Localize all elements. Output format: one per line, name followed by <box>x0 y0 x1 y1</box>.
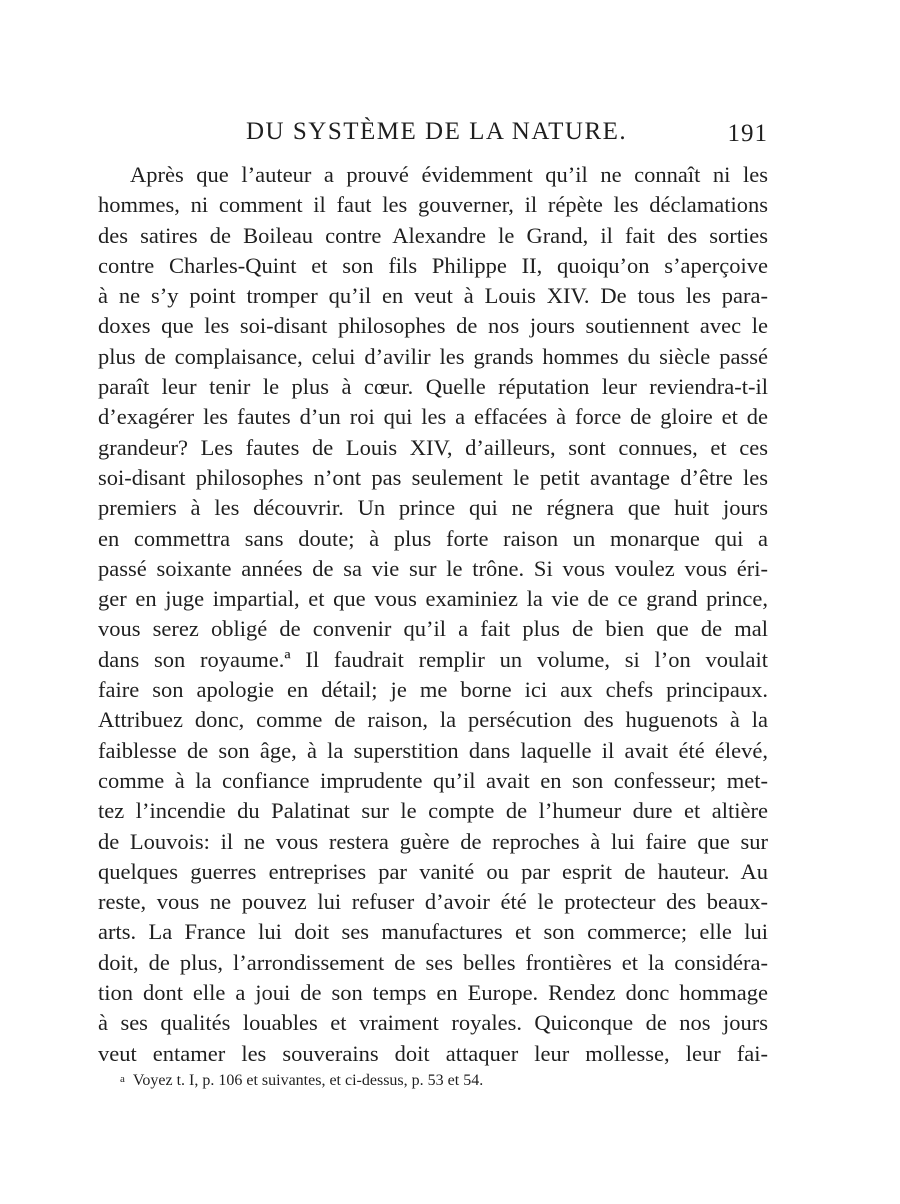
text-line: tez l’incendie du Palatinat sur le compte de l’humeur dure et altière <box>98 798 768 824</box>
text-line: d’exagérer les fautes d’un roi qui les a effacées à force de gloire et de <box>98 404 768 430</box>
text-line: en commettra sans doute; à plus forte raison un monarque qui a <box>98 525 768 551</box>
footnote <box>120 1072 483 1090</box>
text-line: ger en juge impartial, et que vous examiniez la vie de ce grand prince, <box>98 586 768 612</box>
footnote-text: Voyez t. I, p. 106 et suivantes, et ci-dessus, p. 53 et 54. <box>132 1072 484 1089</box>
text-line: hommes, ni comment il faut les gouverner, il répète les déclamations <box>98 192 768 218</box>
page-number: 191 <box>727 120 768 147</box>
text-line: soi-disant philosophes n’ont pas seulement le petit avantage d’être les <box>98 464 768 490</box>
text-line: grandeur? Les fautes de Louis XIV, d’ailleurs, sont connues, et ces <box>98 434 768 460</box>
text-line: de Louvois: il ne vous restera guère de reproches à lui faire que sur <box>98 828 768 854</box>
text-line: à ne s’y point tromper qu’il en veut à Louis XIV. De tous les para- <box>98 283 768 309</box>
text-line: arts. La France lui doit ses manufactures et son commerce; elle lui <box>98 919 768 945</box>
text-line: comme à la confiance imprudente qu’il avait en son confesseur; met- <box>98 767 768 793</box>
text-line: Après que l’auteur a prouvé évidemment qu’il ne connaît ni les <box>130 162 768 187</box>
text-line: passé soixante années de sa vie sur le trône. Si vous voulez vous éri- <box>98 555 768 581</box>
footnote-marker: a <box>120 1073 125 1085</box>
text-line: paraît leur tenir le plus à cœur. Quelle réputation leur reviendra-t-il <box>98 374 768 400</box>
text-line: à ses qualités louables et vraiment royales. Quiconque de nos jours <box>98 1010 768 1036</box>
text-line: contre Charles-Quint et son fils Philippe II, quoiqu’on s’aperçoive <box>98 252 768 278</box>
text-line: vous serez obligé de convenir qu’il a fait plus de bien que de mal <box>98 616 768 642</box>
text-line: quelques guerres entreprises par vanité ou par esprit de hauteur. Au <box>98 858 768 884</box>
text-line: premiers à les découvrir. Un prince qui ne régnera que huit jours <box>98 495 768 521</box>
text-line: faiblesse de son âge, à la superstition dans laquelle il avait été élevé, <box>98 737 768 763</box>
text-line: dans son royaume.ª Il faudrait remplir un volume, si l’on voulait <box>98 646 768 672</box>
page-header <box>98 118 768 152</box>
text-line: plus de complaisance, celui d’avilir les grands hommes du siècle passé <box>98 343 768 369</box>
text-line: faire son apologie en détail; je me borne ici aux chefs principaux. <box>98 677 768 703</box>
text-line: des satires de Boileau contre Alexandre le Grand, il fait des sorties <box>98 222 768 248</box>
running-head: DU SYSTÈME DE LA NATURE. <box>246 118 628 145</box>
text-line: doxes que les soi-disant philosophes de nos jours soutiennent avec le <box>98 313 768 339</box>
text-line: Attribuez donc, comme de raison, la persécution des huguenots à la <box>98 707 768 733</box>
text-line: veut entamer les souverains doit attaquer leur mollesse, leur fai- <box>98 1040 768 1066</box>
text-line: doit, de plus, l’arrondissement de ses belles frontières et la considéra- <box>98 949 768 975</box>
text-line: tion dont elle a joui de son temps en Europe. Rendez donc hommage <box>98 980 768 1006</box>
body-text <box>98 160 768 1069</box>
text-line: reste, vous ne pouvez lui refuser d’avoir été le protecteur des beaux- <box>98 889 768 915</box>
